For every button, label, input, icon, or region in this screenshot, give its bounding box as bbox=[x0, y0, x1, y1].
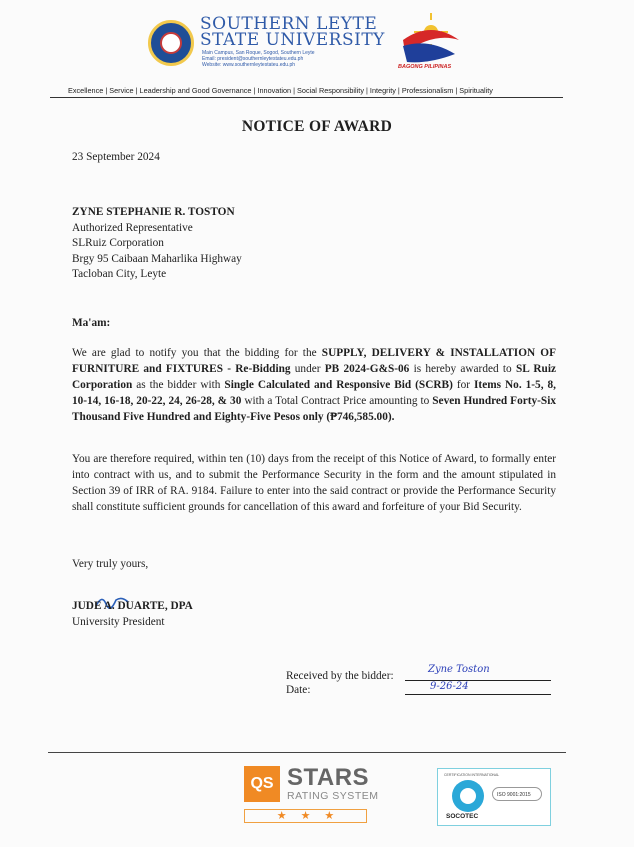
university-website: Website: www.southernleytestateu.edu.ph bbox=[202, 62, 296, 68]
header-divider bbox=[50, 97, 563, 98]
recipient-block bbox=[72, 205, 242, 283]
university-email: Email: president@southernleytestateu.edu.ph bbox=[202, 56, 304, 62]
qs-stars-title: STARS bbox=[287, 764, 370, 791]
iso-standard-label: ISO 9001:2015 bbox=[497, 792, 531, 798]
recipient-company: SLRuiz Corporation bbox=[72, 237, 164, 249]
received-date-line bbox=[405, 694, 551, 695]
requirements-paragraph: You are therefore required, within ten (10) days from the receipt of this Notice of Award, to formally enter into contract with us, and to submit the Performance Security in the form and the amount stipulated in Section 39 of IRR of RA. 9184. Failure to enter into the said contract or provide the Performance Security shall constitute sufficient grounds for cancellation of this award and forfeiture of your Bid Security. bbox=[72, 453, 556, 513]
p1-text: We are glad to notify you that the bidding for the bbox=[72, 347, 322, 359]
bagong-pilipinas-text: BAGONG PILIPINAS bbox=[398, 64, 452, 70]
bagong-pilipinas-logo bbox=[395, 10, 467, 70]
university-name-line1: SOUTHERN LEYTE bbox=[200, 14, 378, 34]
signatory-name: JUDE A. DUARTE, DPA bbox=[72, 600, 193, 612]
university-contact bbox=[202, 50, 315, 68]
university-address: Main Campus, San Roque, Sogod, Southern Leyte bbox=[202, 50, 315, 56]
letter-date: 23 September 2024 bbox=[72, 151, 160, 163]
received-date-label: Date: bbox=[286, 684, 311, 696]
awardee-name: SL Ruiz Corporation bbox=[72, 362, 556, 391]
recipient-address-line2: Tacloban City, Leyte bbox=[72, 268, 167, 280]
bidder-handwritten-name: Zyne Toston bbox=[428, 664, 490, 675]
awarded-items: Items No. 1-5, 8, 10-14, 16-18, 20-22, 24, 26-28, & 30 bbox=[72, 378, 557, 407]
qs-star-rating: ★★★ bbox=[244, 809, 367, 823]
recipient-position: Authorized Representative bbox=[72, 221, 193, 234]
project-name: SUPPLY, DELIVERY & INSTALLATION OF FURNITURE and FIXTURES - Re-Bidding bbox=[72, 347, 556, 375]
p1-text: with a Total Contract Price amounting to bbox=[241, 394, 433, 407]
bidder-handwritten-date: 9-26-24 bbox=[430, 681, 469, 692]
closing: Very truly yours, bbox=[72, 558, 149, 570]
signatory-block bbox=[72, 599, 193, 630]
p1-text: as the bidder with bbox=[132, 378, 225, 391]
socotec-name: SOCOTEC bbox=[446, 813, 479, 820]
award-paragraph bbox=[72, 346, 556, 426]
university-name-line2: STATE UNIVERSITY bbox=[200, 30, 385, 50]
bid-reference: PB 2024-G&S-06 bbox=[324, 362, 410, 375]
p1-text: for bbox=[452, 378, 475, 391]
qs-stars-subtitle: RATING SYSTEM bbox=[287, 790, 379, 802]
document-title: NOTICE OF AWARD bbox=[241, 118, 393, 135]
socotec-logo-inner bbox=[460, 788, 476, 804]
contract-price: Seven Hundred Forty-Six Thousand Five Hundred and Eighty-Five Pesos only (₱746,585.00). bbox=[72, 394, 556, 423]
p1-text: under bbox=[290, 362, 325, 375]
p1-text: is hereby awarded to bbox=[409, 362, 516, 375]
certification-caption: CERTIFICATION INTERNATIONAL bbox=[444, 773, 500, 777]
qs-logo: QS bbox=[244, 766, 280, 802]
received-by-label: Received by the bidder: bbox=[286, 670, 394, 682]
recipient-address-line1: Brgy 95 Caibaan Maharlika Highway bbox=[72, 252, 242, 265]
salutation: Ma'am: bbox=[72, 317, 111, 329]
footer-divider bbox=[48, 752, 566, 753]
university-seal-logo bbox=[148, 20, 194, 66]
bid-type: Single Calculated and Responsive Bid (SCRB) bbox=[224, 378, 453, 391]
core-values-line: Excellence | Service | Leadership and Good Governance | Innovation | Social Responsibility | Integrity | Professionalism | Spirituality bbox=[68, 86, 493, 95]
signatory-title: University President bbox=[72, 615, 165, 628]
received-signature-line bbox=[405, 680, 551, 681]
recipient-name: ZYNE STEPHANIE R. TOSTON bbox=[72, 206, 235, 218]
